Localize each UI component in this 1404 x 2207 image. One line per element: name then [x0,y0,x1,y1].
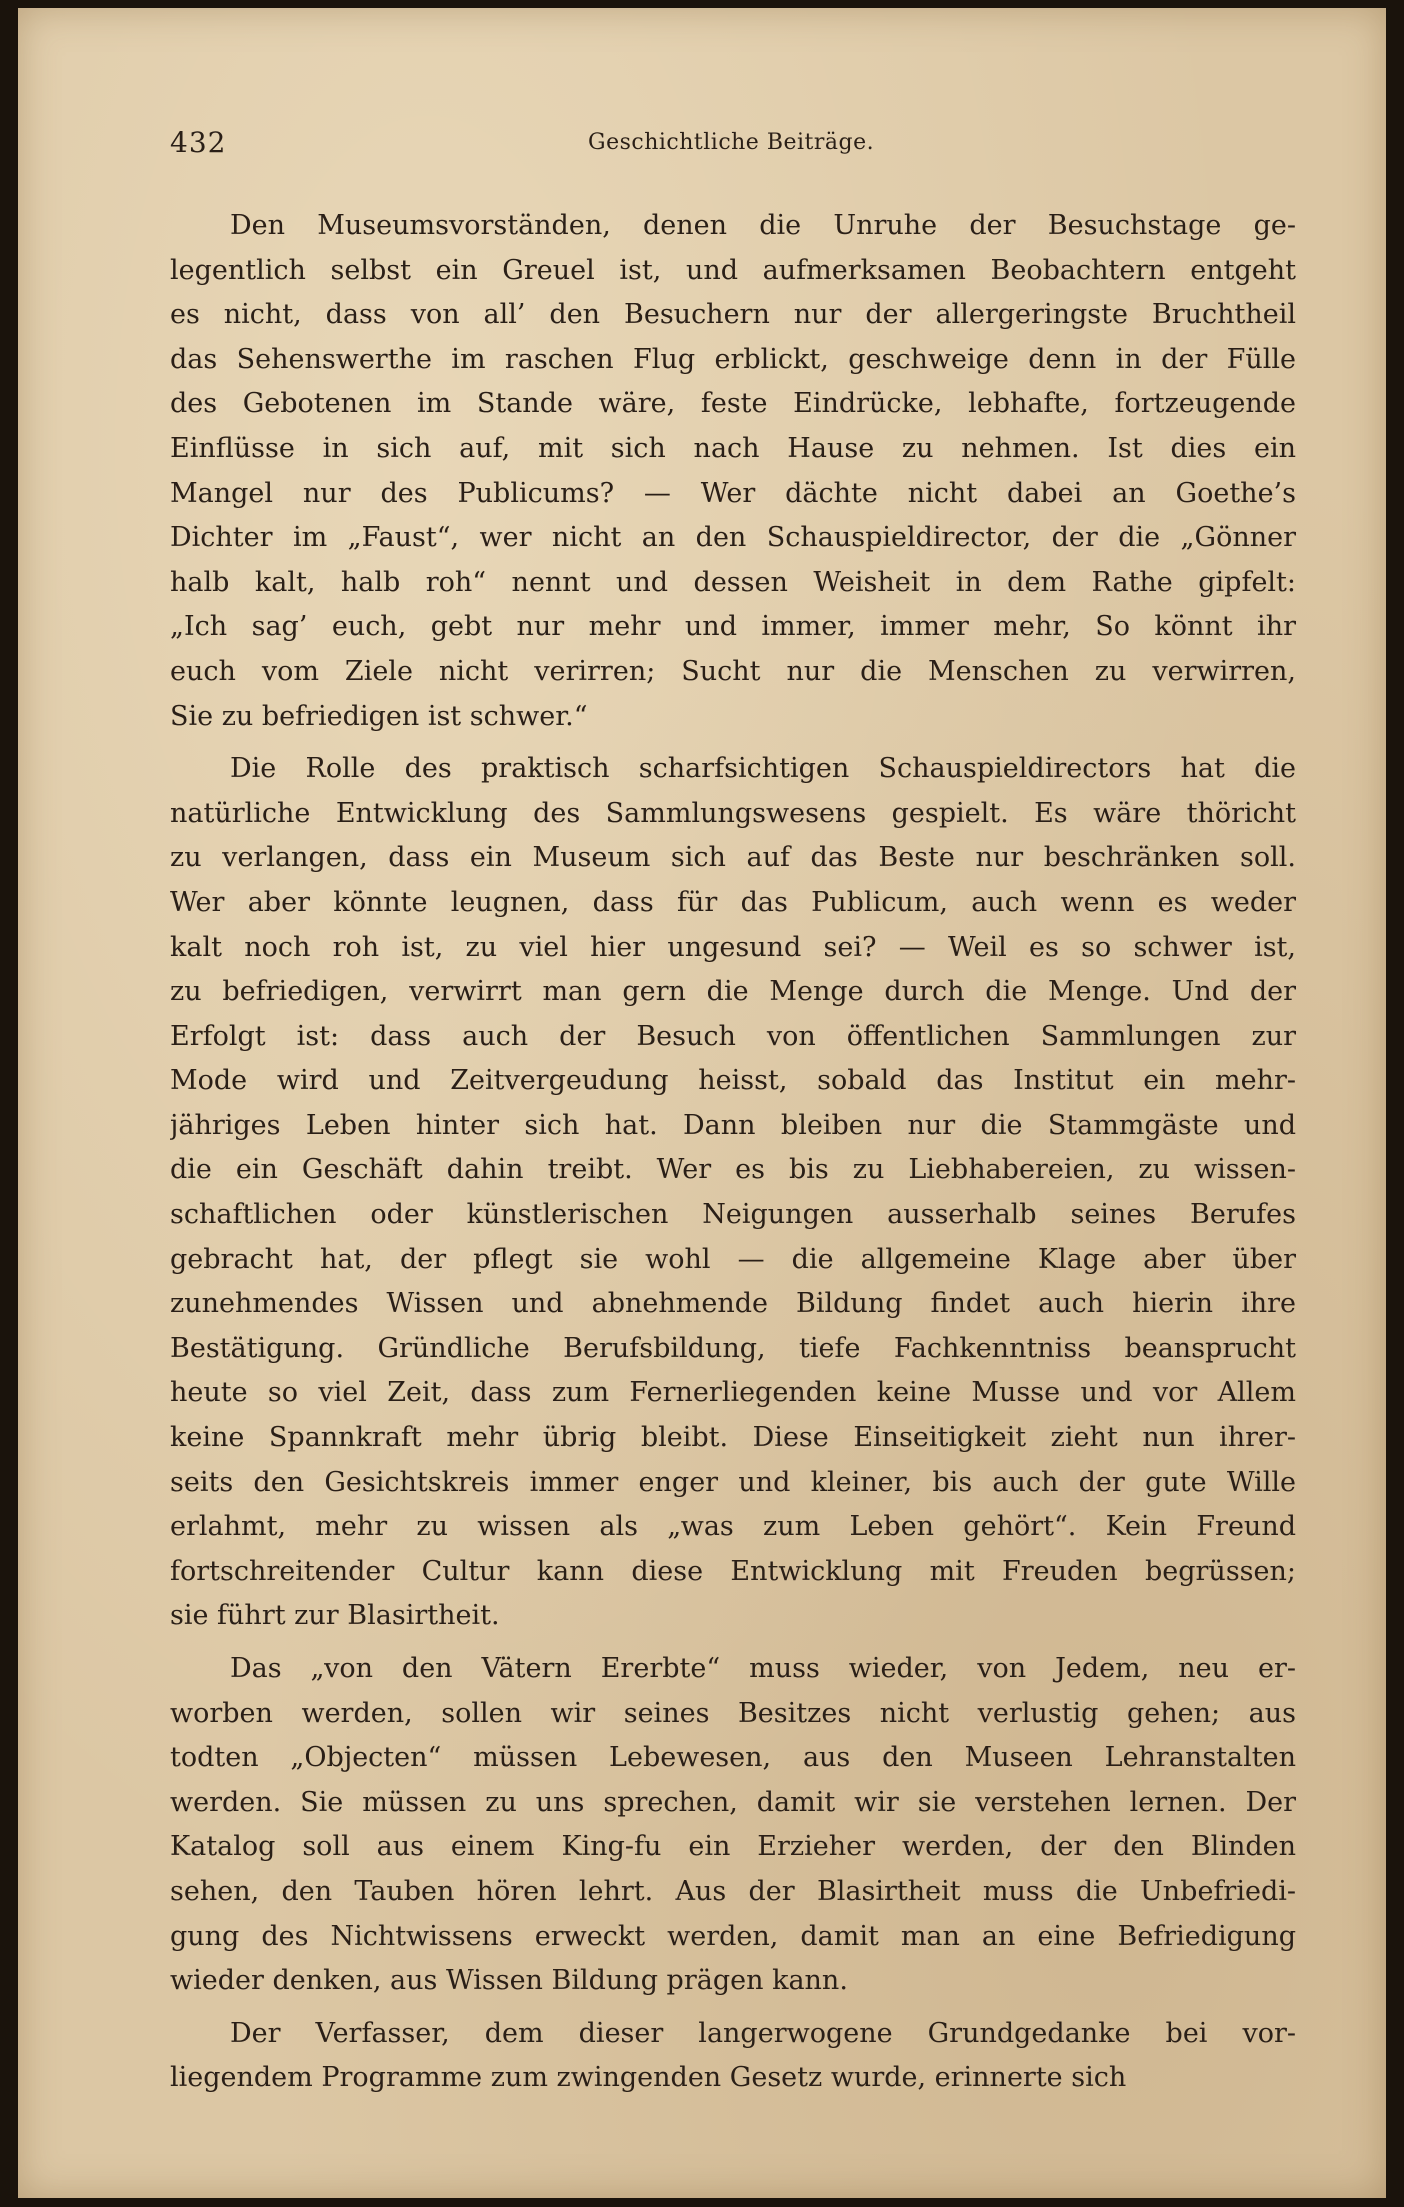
text-line: „Ich sag’ euch, gebt nur mehr und immer, immer mehr, So könnt ihr [170,611,1296,643]
text-line: wieder denken, aus Wissen Bildung prägen kann. [170,1965,848,1997]
text-line: Erfolgt ist: dass auch der Besuch von öffentlichen Sammlungen zur [170,1020,1296,1052]
paragraph [170,204,1296,739]
paragraph [170,2012,1296,2101]
text-line: gebracht hat, der pflegt sie wohl — die allgemeine Klage aber über [170,1243,1296,1275]
text-line: des Gebotenen im Stande wäre, feste Eindrücke, lebhafte, fortzeugende [170,388,1296,420]
text-line: heute so viel Zeit, dass zum Fernerliegenden keine Musse und vor Allem [170,1377,1296,1409]
text-line: Bestätigung. Gründliche Berufsbildung, tiefe Fachkenntniss beansprucht [170,1332,1296,1364]
paragraph [170,747,1296,1639]
text-line: zu verlangen, dass ein Museum sich auf das Beste nur beschränken soll. [170,842,1296,874]
text-line: Mode wird und Zeitvergeudung heisst, sobald das Institut ein mehr- [170,1065,1296,1097]
text-line: sehen, den Tauben hören lehrt. Aus der Blasirtheit muss die Unbefriedi- [170,1875,1296,1907]
text-line: zunehmendes Wissen und abnehmende Bildung findet auch hierin ihre [170,1288,1296,1320]
text-line: sie führt zur Blasirtheit. [170,1600,500,1632]
text-line: das Sehenswerthe im raschen Flug erblickt, geschweige denn in der Fülle [170,343,1296,375]
text-line: Die Rolle des praktisch scharfsichtigen Schauspieldirectors hat die [230,753,1296,785]
text-line: kalt noch roh ist, zu viel hier ungesund sei? — Weil es so schwer ist, [170,931,1296,963]
text-line: halb kalt, halb roh“ nennt und dessen Weisheit in dem Rathe gipfelt: [170,566,1296,598]
running-title: Geschichtliche Beiträge. [588,130,875,155]
page-number: 432 [170,126,227,159]
text-line: erlahmt, mehr zu wissen als „was zum Leben gehört“. Kein Freund [170,1511,1296,1543]
text-line: Sie zu befriedigen ist schwer.“ [170,700,588,732]
text-line: es nicht, dass von all’ den Besuchern nur der allergeringste Bruchtheil [170,299,1296,331]
text-line: worben werden, sollen wir seines Besitzes nicht verlustig gehen; aus [170,1697,1296,1729]
text-line: Den Museumsvorständen, denen die Unruhe der Besuchstage ge- [230,210,1296,241]
text-line: seits den Gesichtskreis immer enger und kleiner, bis auch der gute Wille [170,1466,1296,1498]
text-line: jähriges Leben hinter sich hat. Dann bleiben nur die Stammgäste und [170,1109,1296,1141]
text-line: legentlich selbst ein Greuel ist, und aufmerksamen Beobachtern entgeht [170,254,1296,286]
text-line: schaftlichen oder künstlerischen Neigungen ausserhalb seines Berufes [170,1199,1296,1231]
text-line: fortschreitender Cultur kann diese Entwicklung mit Freuden begrüssen; [170,1555,1296,1587]
book-page [18,8,1386,2198]
text-line: natürliche Entwicklung des Sammlungswesens gespielt. Es wäre thöricht [170,797,1296,829]
text-line: die ein Geschäft dahin treibt. Wer es bis zu Liebhabereien, zu wissen- [170,1154,1296,1186]
text-line: zu befriedigen, verwirrt man gern die Menge durch die Menge. Und der [170,976,1296,1008]
text-line: Einflüsse in sich auf, mit sich nach Hause zu nehmen. Ist dies ein [170,432,1296,464]
paragraph [170,1647,1296,2004]
text-line: euch vom Ziele nicht verirren; Sucht nur die Menschen zu verwirren, [170,655,1296,687]
text-line: keine Spannkraft mehr übrig bleibt. Diese Einseitigkeit zieht nun ihrer- [170,1422,1296,1454]
page-header [170,126,1296,166]
text-line: Das „von den Vätern Ererbte“ muss wieder, von Jedem, neu er- [230,1653,1296,1684]
text-line: todten „Objecten“ müssen Lebewesen, aus den Museen Lehranstalten [170,1742,1296,1774]
body-text [170,204,1296,2101]
text-line: werden. Sie müssen zu uns sprechen, damit wir sie verstehen lernen. Der [170,1786,1296,1818]
text-line: liegendem Programme zum zwingenden Gesetz wurde, erinnerte sich [170,2062,1127,2094]
text-line: Mangel nur des Publicums? — Wer dächte nicht dabei an Goethe’s [170,477,1296,509]
text-line: Dichter im „Faust“, wer nicht an den Schauspieldirector, der die „Gönner [170,522,1296,554]
text-line: Katalog soll aus einem King-fu ein Erzieher werden, der den Blinden [170,1831,1296,1863]
text-line: gung des Nichtwissens erweckt werden, damit man an eine Befriedigung [170,1920,1296,1952]
text-line: Der Verfasser, dem dieser langerwogene Grundgedanke bei vor- [230,2017,1296,2049]
text-line: Wer aber könnte leugnen, dass für das Publicum, auch wenn es weder [170,886,1296,918]
